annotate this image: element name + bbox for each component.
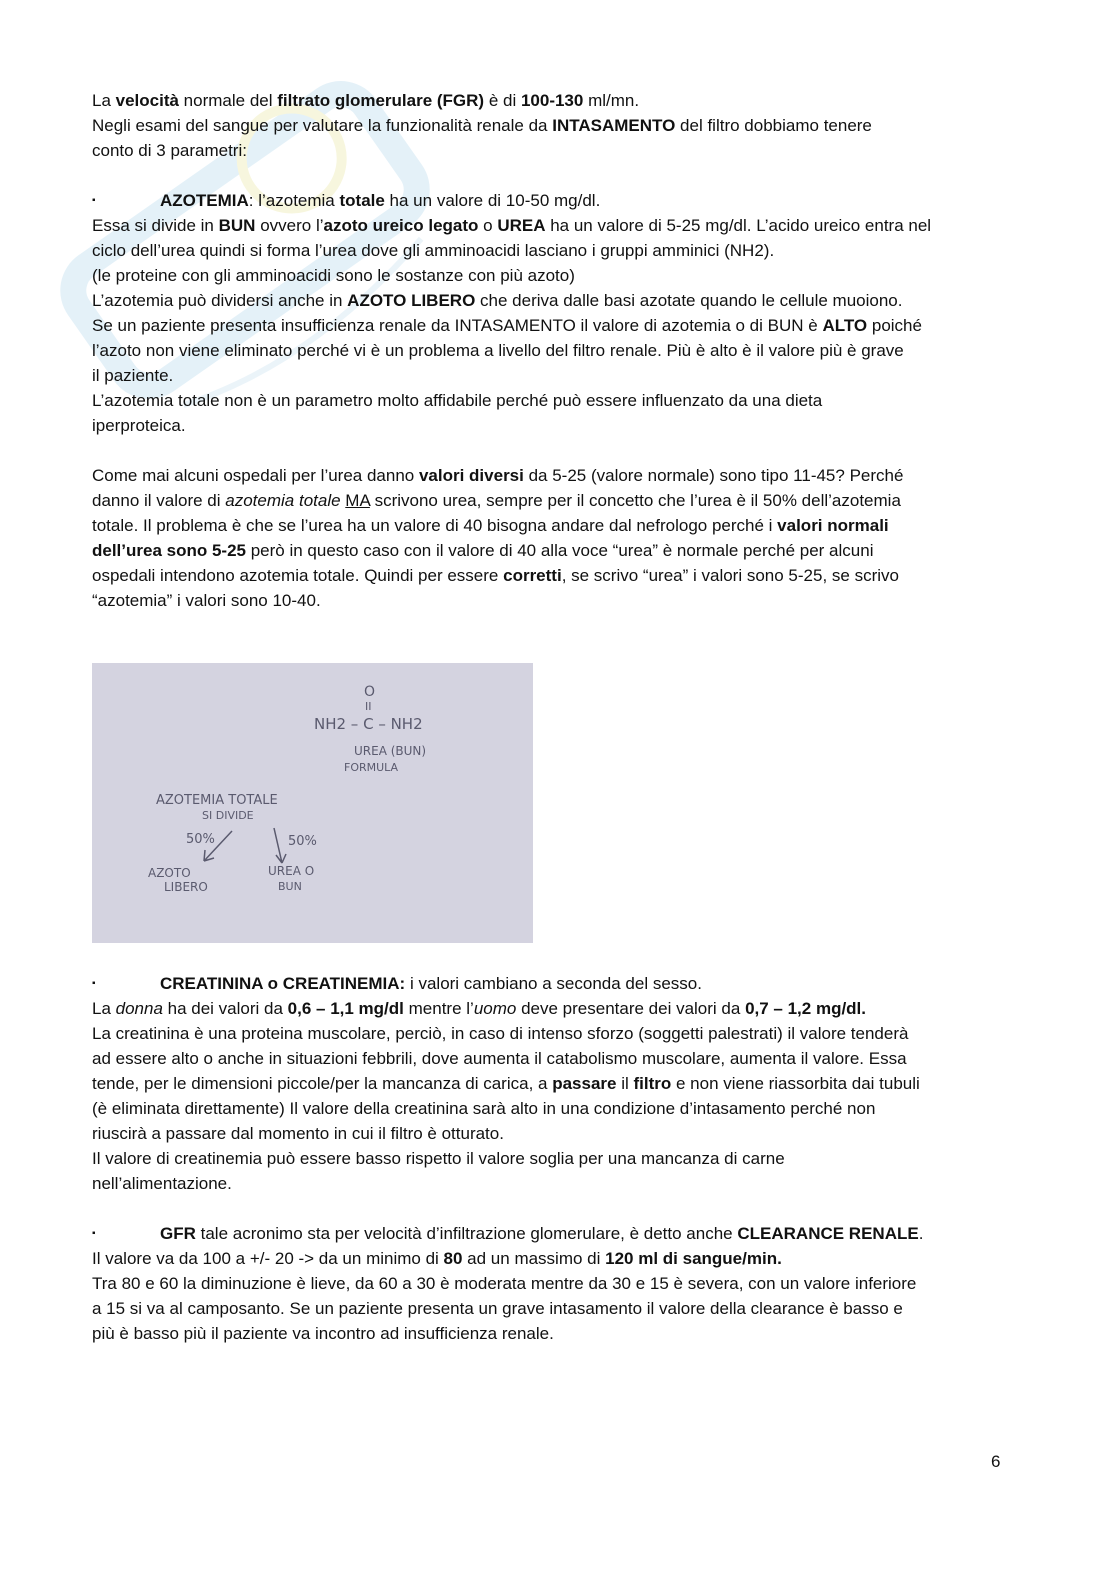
page-body (92, 88, 1012, 613)
azotemia-line: Se un paziente presenta insufficienza renale da INTASAMENTO il valore di azotemia o di BUN è ALTO poiché (92, 316, 922, 335)
bullet-marker: ▪ (92, 978, 96, 989)
creatinina-line: riuscirà a passare dal momento in cui il filtro è otturato. (92, 1124, 504, 1143)
bullet-marker: ▪ (92, 1228, 96, 1239)
gfr-line: più è basso più il paziente va incontro ad insufficienza renale. (92, 1324, 554, 1343)
sketch-formula-label: UREA (BUN) (354, 744, 427, 758)
page-number: 6 (991, 1452, 1001, 1471)
page-body-lower (92, 971, 1012, 1346)
azotemia-line: il paziente. (92, 366, 174, 385)
handwritten-sketch-image (92, 663, 533, 943)
intro-line-1: La velocità normale del filtrato glomerulare (FGR) è di 100-130 ml/mn. (92, 91, 640, 110)
sketch-formula: NH2 – C – NH2 (314, 715, 423, 733)
urea-line: dell’urea sono 5-25 però in questo caso con il valore di 40 alla voce “urea” è normale perché per alcuni (92, 541, 874, 560)
gfr-line: Il valore va da 100 a +/- 20 -> da un minimo di 80 ad un massimo di 120 ml di sangue/min. (92, 1249, 782, 1268)
sketch-title: AZOTEMIA TOTALE (156, 793, 278, 808)
creatinina-line: La creatinina è una proteina muscolare, perciò, in caso di intenso sforzo (soggetti palestrati) il valore tenderà (92, 1024, 909, 1043)
sketch-branch-right: UREA O (268, 864, 315, 878)
azotemia-line: L’azotemia può dividersi anche in AZOTO LIBERO che deriva dalle basi azotate quando le cellule muoiono. (92, 291, 903, 310)
urea-line: Come mai alcuni ospedali per l’urea danno valori diversi da 5-25 (valore normale) sono tipo 11-45? Perché (92, 466, 904, 485)
azotemia-line: Essa si divide in BUN ovvero l’azoto ureico legato o UREA ha un valore di 5-25 mg/dl. L’acido ureico entra nel (92, 216, 932, 235)
intro-line-3: conto di 3 parametri: (92, 141, 247, 160)
sketch-percent-right: 50% (288, 834, 317, 849)
urea-line: ospedali intendono azotemia totale. Quindi per essere corretti, se scrivo “urea” i valori sono 5-25, se scrivo (92, 566, 899, 585)
azotemia-line: iperproteica. (92, 416, 186, 435)
creatinina-line: (è eliminata direttamente) Il valore della creatinina sarà alto in una condizione d’intasamento perché non (92, 1099, 876, 1118)
creatinina-line: ad essere alto o anche in situazioni febbrili, dove aumenta il catabolismo muscolare, aumenta il valore. Essa (92, 1049, 907, 1068)
intro-line-2: Negli esami del sangue per valutare la funzionalità renale da INTASAMENTO del filtro dobbiamo tenere (92, 116, 872, 135)
bullet-marker: ▪ (92, 195, 96, 206)
sketch-formula-double-bond: II (365, 700, 372, 713)
gfr-heading: ▪ GFR tale acronimo sta per velocità d’infiltrazione glomerulare, è detto anche CLEARANCE RENALE. (92, 1221, 1012, 1246)
urea-line: danno il valore di azotemia totale MA scrivono urea, sempre per il concetto che l’urea è il 50% dell’azotemia (92, 491, 901, 510)
sketch-branch-left: LIBERO (164, 880, 208, 894)
gfr-line: Tra 80 e 60 la diminuzione è lieve, da 60 a 30 è moderata mentre da 30 e 15 è severa, con un valore inferiore (92, 1274, 917, 1293)
creatinina-heading: ▪ CREATININA o CREATINEMIA: i valori cambiano a seconda del sesso. (92, 971, 1012, 996)
gfr-line: a 15 si va al camposanto. Se un paziente presenta un grave intasamento il valore della clearance è basso e (92, 1299, 903, 1318)
urea-line: totale. Il problema è che se l’urea ha un valore di 40 bisogna andare dal nefrologo perché i valori normali (92, 516, 889, 535)
sketch-percent-left: 50% (186, 832, 215, 847)
creatinina-line: La donna ha dei valori da 0,6 – 1,1 mg/dl mentre l’uomo deve presentare dei valori da 0,7 – 1,2 mg/dl. (92, 999, 867, 1018)
sketch-formula-label: FORMULA (344, 761, 399, 774)
sketch-branch-left: AZOTO (148, 866, 191, 880)
creatinina-line: Il valore di creatinemia può essere basso rispetto il valore soglia per una mancanza di carne (92, 1149, 785, 1168)
azotemia-line: L’azotemia totale non è un parametro molto affidabile perché può essere influenzato da una dieta (92, 391, 823, 410)
sketch-formula-o: O (364, 684, 376, 700)
urea-line: “azotemia” i valori sono 10-40. (92, 591, 321, 610)
sketch-branch-right: BUN (278, 880, 302, 893)
azotemia-line: l’azoto non viene eliminato perché vi è un problema a livello del filtro renale. Più è alto è il valore più è grave (92, 341, 904, 360)
azotemia-line: (le proteine con gli amminoacidi sono le sostanze con più azoto) (92, 266, 575, 285)
sketch-title: SI DIVIDE (202, 809, 254, 822)
creatinina-line: tende, per le dimensioni piccole/per la mancanza di carica, a passare il filtro e non viene riassorbita dai tubuli (92, 1074, 920, 1093)
azotemia-line: ciclo dell’urea quindi si forma l’urea dove gli amminoacidi lasciano i gruppi amminici (NH2). (92, 241, 775, 260)
azotemia-heading: ▪ AZOTEMIA: l’azotemia totale ha un valore di 10-50 mg/dl. (92, 188, 1012, 213)
creatinina-line: nell’alimentazione. (92, 1174, 232, 1193)
